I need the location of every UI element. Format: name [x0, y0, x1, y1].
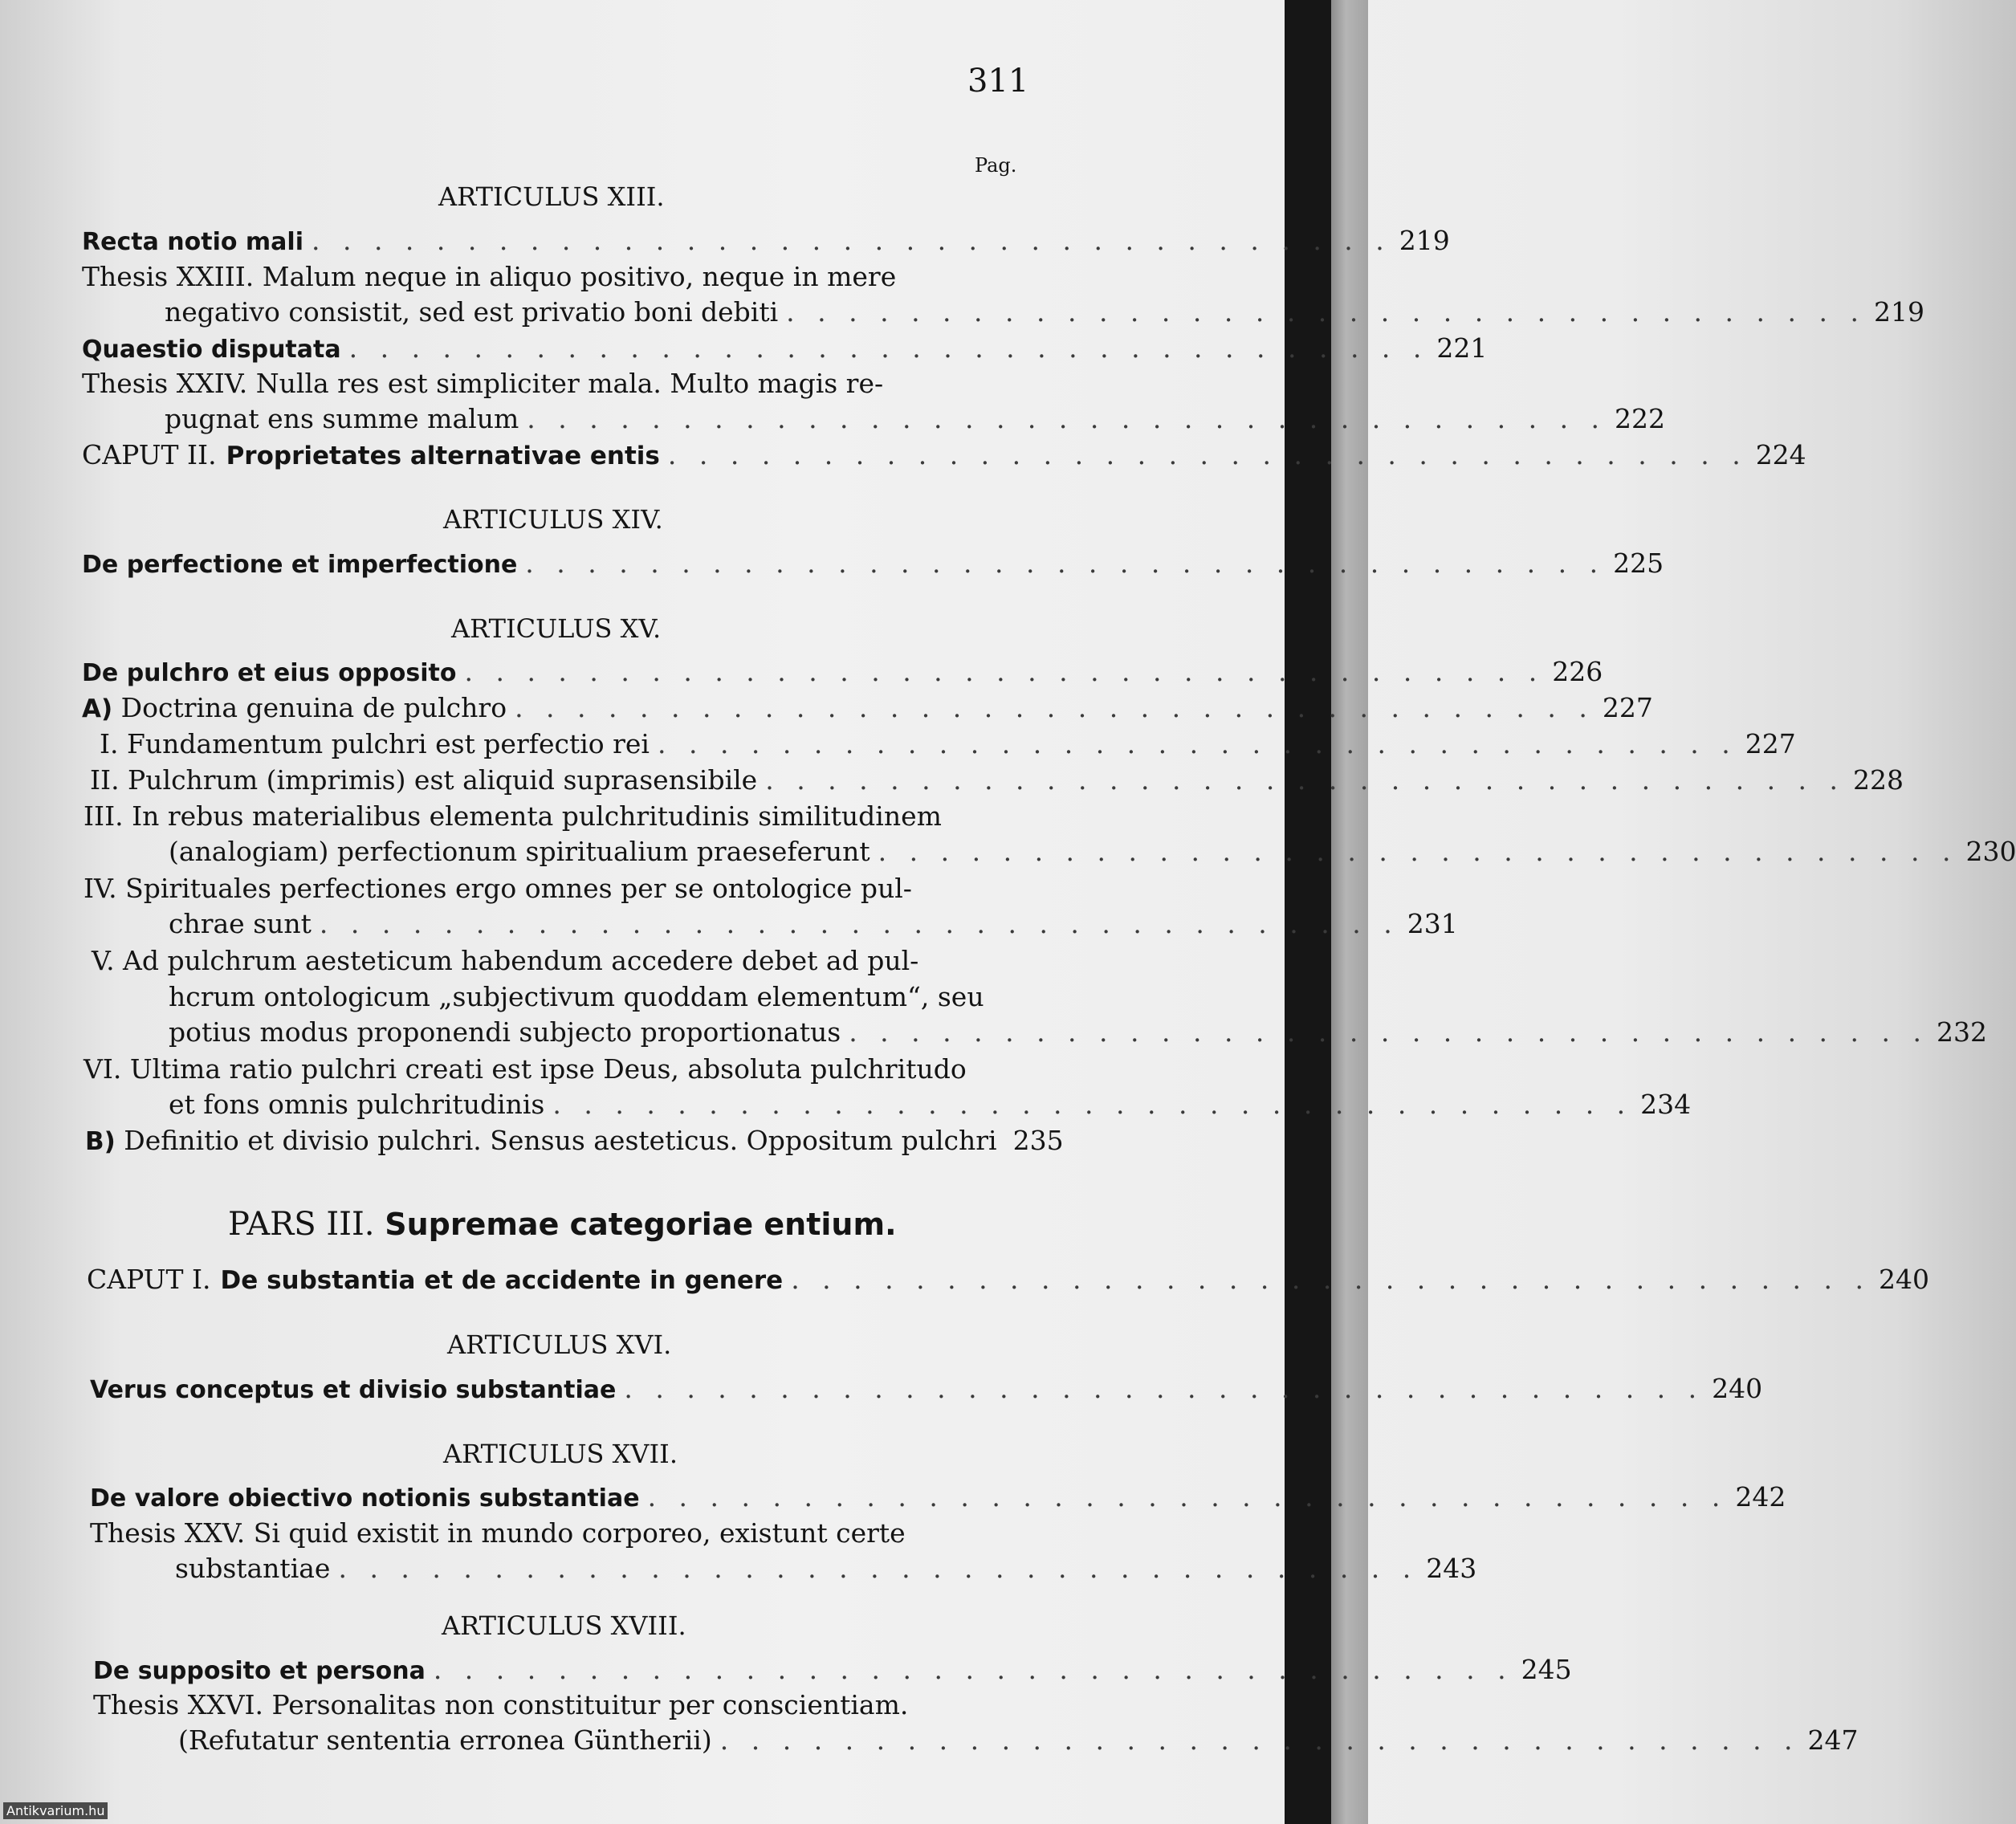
entry-title: Ad pulchrum aesteticum habendum accedere debet ad pul-	[114, 945, 919, 976]
entry-label: II.	[90, 764, 120, 796]
toc-entry	[93, 1654, 1572, 1689]
caput-label: CAPUT II.	[82, 439, 217, 470]
dot-leader: . . . . . . . . . . . . . . . . . . . . . . . . . . . . . . . . . . .	[464, 656, 1545, 687]
dot-leader: . . . . . . . . . . . . . . . . . . . . . . . . . . . . . . . . . . .	[791, 1264, 1871, 1295]
toc-entry-continuation	[169, 1016, 1987, 1052]
toc-entry	[92, 945, 918, 976]
entry-title: Spirituales perfectiones ergo omnes per se ontologice pul-	[116, 873, 912, 904]
entry-title: XXIV. Nulla res est simpliciter mala. Multo magis re-	[168, 368, 884, 399]
entry-page: 227	[1745, 728, 1796, 759]
toc-entry-continuation	[169, 908, 1458, 943]
caput-label: CAPUT I.	[87, 1264, 211, 1295]
dot-leader: . . . . . . . . . . . . . . . . . . . . . . . . . . . . . . . . . . .	[525, 548, 1606, 579]
entry-prefix: Thesis	[82, 368, 169, 399]
heading-articulus-13: ARTICULUS XIII.	[438, 181, 665, 212]
dot-leader: . . . . . . . . . . . . . . . . . . . . . . . . . . . . . . . . . . .	[647, 1481, 1728, 1513]
entry-continuation: substantiae	[175, 1553, 331, 1584]
pars-title: Supremae categoriae entium.	[385, 1207, 897, 1242]
entry-page: 240	[1879, 1264, 1929, 1295]
entry-page: 221	[1436, 332, 1488, 364]
caput-title: Proprietates alternativae entis	[226, 442, 660, 470]
toc-entry	[82, 332, 1488, 368]
entry-title: Definitio et divisio pulchri. Sensus aesteticus. Oppositum pulchri	[115, 1125, 997, 1156]
entry-page: 234	[1640, 1089, 1692, 1120]
dot-leader: . . . . . . . . . . . . . . . . . . . . . . . . . . . . . . . . . . .	[348, 332, 1429, 364]
heading-articulus-15: ARTICULUS XV.	[451, 613, 662, 644]
toc-entry	[83, 1053, 967, 1085]
entry-continuation: negativo consistit, sed est privatio boni debiti	[165, 296, 779, 328]
toc-entry-caput	[82, 439, 1806, 474]
toc-entry	[82, 368, 883, 399]
entry-page: 231	[1407, 908, 1458, 939]
pars-heading	[228, 1206, 897, 1243]
toc-entry	[82, 548, 1664, 583]
entry-page: 228	[1853, 764, 1904, 796]
entry-page: 235	[1012, 1125, 1064, 1156]
entry-title: De supposito et persona	[93, 1657, 426, 1685]
entry-page: 219	[1399, 225, 1450, 256]
entry-page: 243	[1426, 1553, 1477, 1584]
toc-entry-caput	[87, 1264, 1929, 1299]
entry-continuation: (Refutatur sententia erronea Güntherii)	[178, 1724, 712, 1756]
toc-entry-continuation	[165, 403, 1666, 438]
dot-leader: . . . . . . . . . . . . . . . . . . . . . . . . . . . . . . . . . . .	[667, 439, 1748, 470]
dot-leader: . . . . . . . . . . . . . . . . . . . . . . . . . . . . . . . . . . .	[786, 296, 1866, 328]
entry-page: 226	[1552, 656, 1603, 687]
toc-entry	[90, 764, 1904, 800]
entry-page: 225	[1613, 548, 1664, 579]
dot-leader: . . . . . . . . . . . . . . . . . . . . . . . . . . . . . . . . . . .	[624, 1373, 1704, 1404]
toc-entry-continuation: hcrum ontologicum „subjectivum quoddam elementum“, seu	[169, 981, 984, 1012]
entry-label: V.	[92, 945, 115, 976]
toc-entry-continuation	[178, 1724, 1859, 1760]
entry-page: 232	[1936, 1016, 1987, 1048]
entry-title: De pulchro et eius opposito	[82, 659, 457, 687]
entry-page: 247	[1807, 1724, 1859, 1756]
entry-prefix: Thesis	[93, 1689, 180, 1720]
entry-title: Fundamentum pulchri est perfectio rei	[118, 728, 650, 759]
page-number: 311	[967, 63, 1029, 100]
entry-title: In rebus materialibus elementa pulchritudinis similitudinem	[123, 800, 942, 832]
entry-page: 227	[1602, 692, 1653, 723]
entry-continuation: et fons omnis pulchritudinis	[169, 1089, 545, 1120]
entry-title: Recta notio mali	[82, 228, 303, 256]
entry-continuation: potius modus proponendi subjecto proportionatus	[169, 1016, 841, 1048]
toc-entry	[93, 1689, 908, 1720]
entry-page: 245	[1521, 1654, 1572, 1685]
entry-page: 230	[1965, 836, 2016, 867]
toc-entry	[82, 692, 1653, 727]
toc-entry	[83, 800, 942, 832]
entry-page: 242	[1735, 1481, 1786, 1513]
dot-leader: . . . . . . . . . . . . . . . . . . . . . . . . . . . . . . . . . . .	[849, 1016, 1928, 1048]
entry-page: 240	[1712, 1373, 1763, 1404]
toc-entry	[82, 656, 1603, 691]
entry-prefix: Thesis	[82, 261, 169, 292]
dot-leader: . . . . . . . . . . . . . . . . . . . . . . . . . . . . . . . . . . .	[319, 908, 1399, 939]
dot-leader: . . . . . . . . . . . . . . . . . . . . . . . . . . . . . . . . . . .	[433, 1654, 1513, 1685]
dot-leader: . . . . . . . . . . . . . . . . . . . . . . . . . . . . . . . . . . .	[515, 692, 1594, 723]
heading-articulus-16: ARTICULUS XVI.	[447, 1329, 672, 1360]
entry-label: B)	[85, 1127, 116, 1156]
dot-leader: . . . . . . . . . . . . . . . . . . . . . . . . . . . . . . . . . . .	[657, 728, 1737, 759]
entry-title: XXV. Si quid existit in mundo corporeo, existunt certe	[176, 1517, 906, 1549]
entry-label: I.	[100, 728, 119, 759]
dot-leader: . . . . . . . . . . . . . . . . . . . . . . . . . . . . . . . . . . .	[527, 403, 1607, 434]
dot-leader: . . . . . . . . . . . . . . . . . . . . . . . . . . . . . . . . . . .	[552, 1089, 1633, 1120]
entry-page: 224	[1755, 439, 1806, 470]
entry-title: XXVI. Personalitas non constituitur per conscientiam.	[179, 1689, 909, 1720]
pars-label: PARS III.	[228, 1206, 375, 1243]
toc-entry-continuation	[169, 1089, 1692, 1124]
entry-title: De perfectione et imperfectione	[82, 551, 518, 579]
toc-entry	[82, 261, 896, 292]
dot-leader: . . . . . . . . . . . . . . . . . . . . . . . . . . . . . . . . . . .	[878, 836, 1958, 867]
pag-label: Pag.	[975, 154, 1017, 177]
entry-continuation: pugnat ens summe malum	[165, 403, 519, 434]
entry-label: A)	[82, 694, 113, 723]
entry-title: XXIII. Malum neque in aliquo positivo, neque in mere	[168, 261, 897, 292]
toc-entry	[82, 225, 1450, 260]
entry-label: III.	[83, 800, 124, 832]
entry-title: Doctrina genuina de pulchro	[112, 692, 507, 723]
dot-leader: . . . . . . . . . . . . . . . . . . . . . . . . . . . . . . . . . . .	[765, 764, 1846, 796]
heading-articulus-14: ARTICULUS XIV.	[443, 504, 663, 535]
toc-entry	[83, 873, 912, 904]
toc-entry-continuation	[175, 1553, 1477, 1588]
entry-page: 222	[1615, 403, 1666, 434]
dot-leader: . . . . . . . . . . . . . . . . . . . . . . . . . . . . . . . . . . .	[311, 225, 1391, 256]
entry-title: Ultima ratio pulchri creati est ipse Deus, absoluta pulchritudo	[121, 1053, 967, 1085]
entry-title: Verus conceptus et divisio substantiae	[90, 1376, 617, 1404]
entry-continuation: chrae sunt	[169, 908, 312, 939]
toc-entry	[90, 1517, 906, 1549]
toc-entry	[85, 1125, 1064, 1160]
entry-title: Pulchrum (imprimis) est aliquid suprasensibile	[119, 764, 758, 796]
dot-leader: . . . . . . . . . . . . . . . . . . . . . . . . . . . . . . . . . . .	[719, 1724, 1800, 1756]
entry-title: De valore obiectivo notionis substantiae	[90, 1484, 640, 1513]
entry-continuation: (analogiam) perfectionum spiritualium praeseferunt	[169, 836, 870, 867]
entry-title: Quaestio disputata	[82, 336, 341, 364]
toc-entry	[90, 1373, 1763, 1408]
dot-leader: . . . . . . . . . . . . . . . . . . . . . . . . . . . . . . . . . . .	[338, 1553, 1419, 1584]
watermark: Antikvarium.hu	[3, 1802, 108, 1819]
toc-entry-continuation	[165, 296, 1924, 332]
entry-label: VI.	[83, 1053, 122, 1085]
toc-entry-continuation	[169, 836, 2016, 871]
caput-title: De substantia et de accidente in genere	[220, 1266, 784, 1295]
toc-entry	[90, 1481, 1786, 1517]
entry-prefix: Thesis	[90, 1517, 177, 1549]
heading-articulus-18: ARTICULUS XVIII.	[442, 1610, 686, 1641]
toc-entry	[100, 728, 1796, 763]
heading-articulus-17: ARTICULUS XVII.	[443, 1439, 678, 1469]
entry-page: 219	[1873, 296, 1924, 328]
entry-label: IV.	[83, 873, 117, 904]
